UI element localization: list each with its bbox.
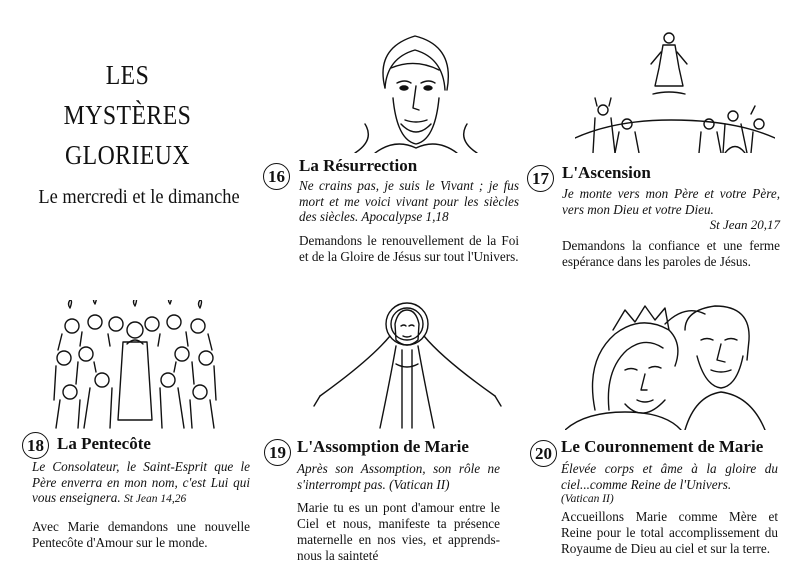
- coronation-icon: [565, 300, 780, 430]
- mystery-intention: Demandons le renouvellement de la Foi et de la Gloire de Jésus sur tout l'Univers.: [299, 233, 519, 264]
- mystery-title: La Pentecôte: [57, 434, 151, 453]
- mystery-number-badge: 17: [527, 165, 554, 192]
- quote-text: Élevée corps et âme à la gloire du ciel...comme Reine de l'Univers.: [561, 461, 778, 492]
- quote-text: Le Consolateur, le Saint-Esprit que le Père enverra en mon nom, c'est Lui qui vous enseignera.: [32, 459, 250, 505]
- page-title-line: GLORIEUX: [65, 140, 190, 170]
- page-subtitle: Le mercredi et le dimanche: [38, 186, 240, 208]
- quote-text: Je monte vers mon Père et votre Père, vers mon Dieu et votre Dieu.: [562, 186, 780, 217]
- mystery-title: L'Ascension: [562, 163, 651, 182]
- mystery-title: Le Couronnement de Marie: [561, 437, 764, 456]
- pentecost-icon: [50, 300, 220, 430]
- quote-reference: (Vatican II): [389, 476, 450, 492]
- mystery-intention: Accueillons Marie comme Mère et Reine pour le total accomplissement du Royaume de Dieu au ciel et sur la terre.: [561, 509, 778, 556]
- page-title-line: LES: [105, 60, 150, 90]
- mystery-quote: [561, 461, 778, 508]
- ascension-icon: [575, 28, 775, 153]
- mystery-number-badge: 16: [263, 163, 290, 190]
- mystery-quote: [299, 178, 519, 225]
- mystery-intention: Avec Marie demandons une nouvelle Pentecôte d'Amour sur le monde.: [32, 519, 250, 550]
- mystery-number-badge: 20: [530, 440, 557, 467]
- mystery-number-badge: 19: [264, 439, 291, 466]
- quote-reference: Apocalypse 1,18: [361, 209, 449, 224]
- mystery-intention: Demandons la confiance et une ferme espérance dans les paroles de Jésus.: [562, 238, 780, 269]
- quote-reference: St Jean 14,26: [123, 493, 187, 505]
- risen-christ-icon: [335, 28, 495, 153]
- quote-reference: (Vatican II): [561, 493, 614, 505]
- mystery-title: L'Assomption de Marie: [297, 437, 469, 456]
- mystery-number-badge: 18: [22, 432, 49, 459]
- page-title: [51, 55, 205, 175]
- quote-text: Ne crains pas, je suis le Vivant ; je fus mort et me voici vivant pour les siècles des siècles.: [299, 178, 519, 224]
- assumption-icon: [310, 300, 505, 430]
- mystery-quote: [562, 186, 780, 233]
- mystery-quote: [32, 459, 250, 508]
- quote-text: Après son Assomption, son rôle ne s'interrompt pas.: [297, 461, 500, 492]
- mystery-quote: [297, 461, 500, 492]
- mystery-intention: Marie tu es un pont d'amour entre le Ciel et nous, manifeste ta présence maternelle en nos vies, et apprends-nous la sainteté: [297, 500, 500, 563]
- page-title-line: MYSTÈRES: [63, 100, 192, 130]
- quote-reference: St Jean 20,17: [709, 217, 780, 232]
- mystery-title: La Résurrection: [299, 156, 418, 175]
